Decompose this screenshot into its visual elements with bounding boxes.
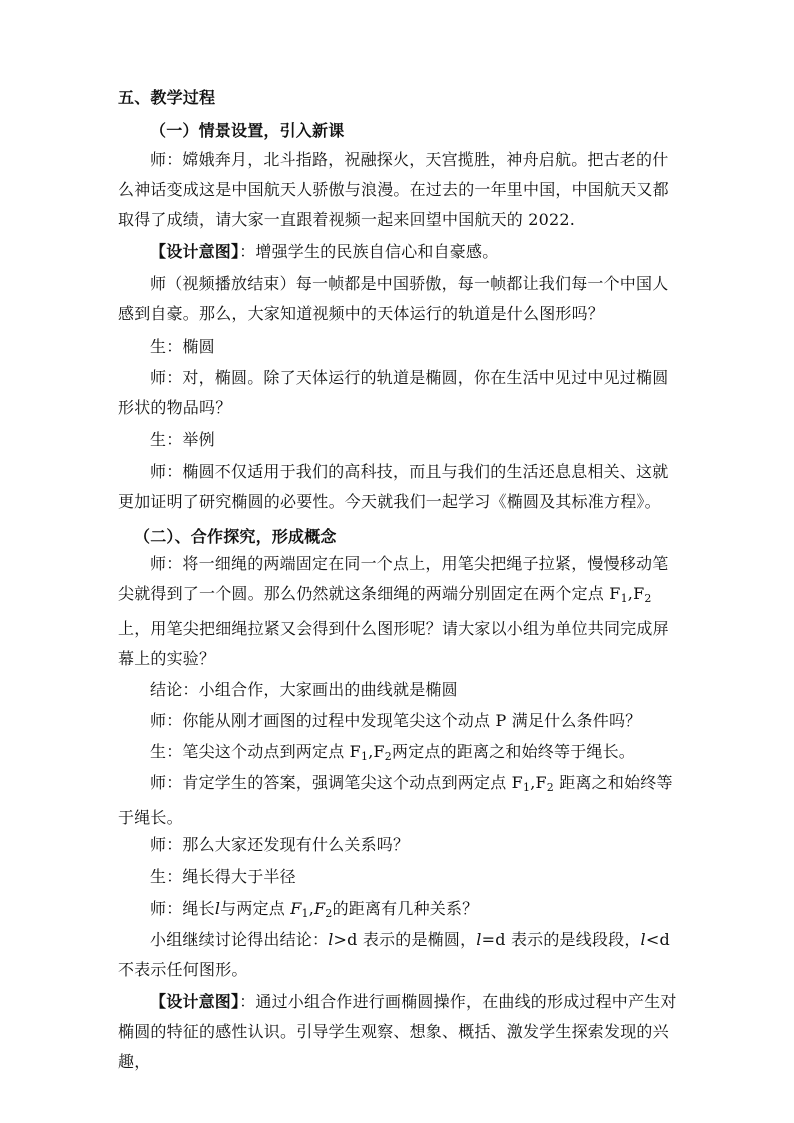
paragraph-text: ,F: [368, 742, 385, 761]
paragraph-text: 师：绳长: [150, 899, 215, 918]
paragraph: [118, 145, 678, 235]
paragraph: [118, 549, 678, 674]
paragraph-text: >d 表示的是椭圆，: [333, 930, 477, 949]
paragraph-text: ,F: [627, 584, 645, 603]
design-intent-text: ：增强学生的民族自信心和自豪感。: [239, 242, 499, 261]
paragraph-text: 两定点的距离之和始终等于绳长。: [392, 742, 636, 761]
paragraph: [118, 363, 678, 423]
paragraph: [118, 425, 678, 455]
section-title: 五、教学过程: [118, 88, 216, 107]
paragraph-text: 结论：小组合作，大家画出的曲线就是椭圆: [150, 680, 458, 699]
part1-heading: （一）情景设置，引入新课: [150, 121, 345, 140]
paragraph-text: 生：举例: [150, 430, 215, 449]
subscript: 1: [620, 592, 628, 605]
paragraph-text: 上，用笔尖把细绳拉紧又会得到什么图形呢？请大家以小组为单位共同完成屏幕上的实验？: [118, 619, 669, 668]
paragraph-text: 生：椭圆: [150, 337, 215, 356]
paragraph: [118, 675, 678, 705]
paragraph-text: 师：你能从刚才画图的过程中发现笔尖这个动点 P 满足什么条件吗？: [150, 711, 642, 730]
paragraph: [118, 925, 678, 985]
paragraph-text: 生：绳长得大于半径: [150, 867, 296, 886]
paragraph-text: 师：椭圆不仅适用于我们的高科技，而且与我们的生活还息息相关、这就更加证明了研究椭圆的必要性。今天就我们一起学习《椭圆及其标准方程》。: [118, 462, 669, 511]
paragraph-text: ,: [308, 899, 315, 918]
paragraph: [118, 862, 678, 892]
paragraph-text: ,F: [530, 773, 547, 792]
math-variable: F: [314, 899, 326, 918]
paragraph-text: 距离之和始终等于绳长。: [118, 773, 673, 827]
paragraph-text: =d 表示的是线段段，: [481, 930, 641, 949]
paragraph: [118, 332, 678, 362]
math-variable: l: [328, 930, 334, 949]
part2-heading: （二）、合作探究，形成概念: [134, 527, 337, 546]
paragraph: [118, 894, 678, 929]
paragraph: [118, 457, 678, 517]
paragraph: [118, 768, 678, 833]
paragraph: [118, 737, 678, 772]
subscript: 1: [523, 781, 531, 794]
design-intent-2: [118, 987, 678, 1077]
paragraph-text: 师（视频播放结束）每一帧都是中国骄傲，每一帧都让我们每一个中国人感到自豪。那么，大家知道视频中的天体运行的轨道是什么图形吗？: [118, 274, 669, 323]
design-intent-1: [118, 237, 678, 267]
math-variable: l: [640, 930, 646, 949]
paragraph-text: 师：肯定学生的答案，强调笔尖这个动点到两定点 F: [150, 773, 523, 792]
math-variable: l: [476, 930, 482, 949]
paragraph-text: 师：那么大家还发现有什么关系吗？: [150, 835, 410, 854]
paragraph-text: 的距离有几种关系？: [332, 899, 479, 918]
paragraph: [118, 830, 678, 860]
paragraph: [118, 706, 678, 736]
design-intent-tag: 【设计意图】: [150, 992, 240, 1011]
design-intent-tag: 【设计意图】: [150, 242, 240, 261]
subscript: 2: [384, 750, 392, 763]
paragraph: [118, 269, 678, 329]
subscript: 2: [546, 781, 554, 794]
subscript: 1: [361, 750, 369, 763]
subscript: 1: [301, 907, 309, 920]
paragraph-text: 小组继续讨论得出结论：: [150, 930, 329, 949]
paragraph-text: 师：嫦娥奔月，北斗指路，祝融探火，天宫揽胜，神舟启航。把古老的什么神话变成这是中国航天人骄傲与浪漫。在过去的一年里中国，中国航天又都取得了成绩，请大家一直跟着视频一起来回望中国航天的 2022.: [118, 150, 669, 229]
subscript: 2: [644, 592, 652, 605]
math-variable: l: [214, 899, 221, 918]
math-variable: F: [290, 899, 302, 918]
paragraph-text: 生：笔尖这个动点到两定点 F: [150, 742, 361, 761]
paragraph-text: 与两定点: [220, 899, 291, 918]
paragraph-text: 师：将一细绳的两端固定在同一个点上，用笔尖把绳子拉紧，慢慢移动笔尖就得到了一个圆。那么仍然就这条细绳的两端分别固定在两个定点 F: [118, 554, 669, 603]
paragraph-text: 师：对，椭圆。除了天体运行的轨道是椭圆，你在生活中见过中见过椭圆形状的物品吗？: [118, 368, 669, 417]
subscript: 2: [325, 907, 333, 920]
paragraph-text: <d 不表示任何图形。: [118, 930, 670, 979]
design-intent-text: ：通过小组合作进行画椭圆操作，在曲线的形成过程中产生对椭圆的特征的感性认识。引导学生观察、想象、概括、激发学生探索发现的兴趣，: [118, 992, 677, 1071]
